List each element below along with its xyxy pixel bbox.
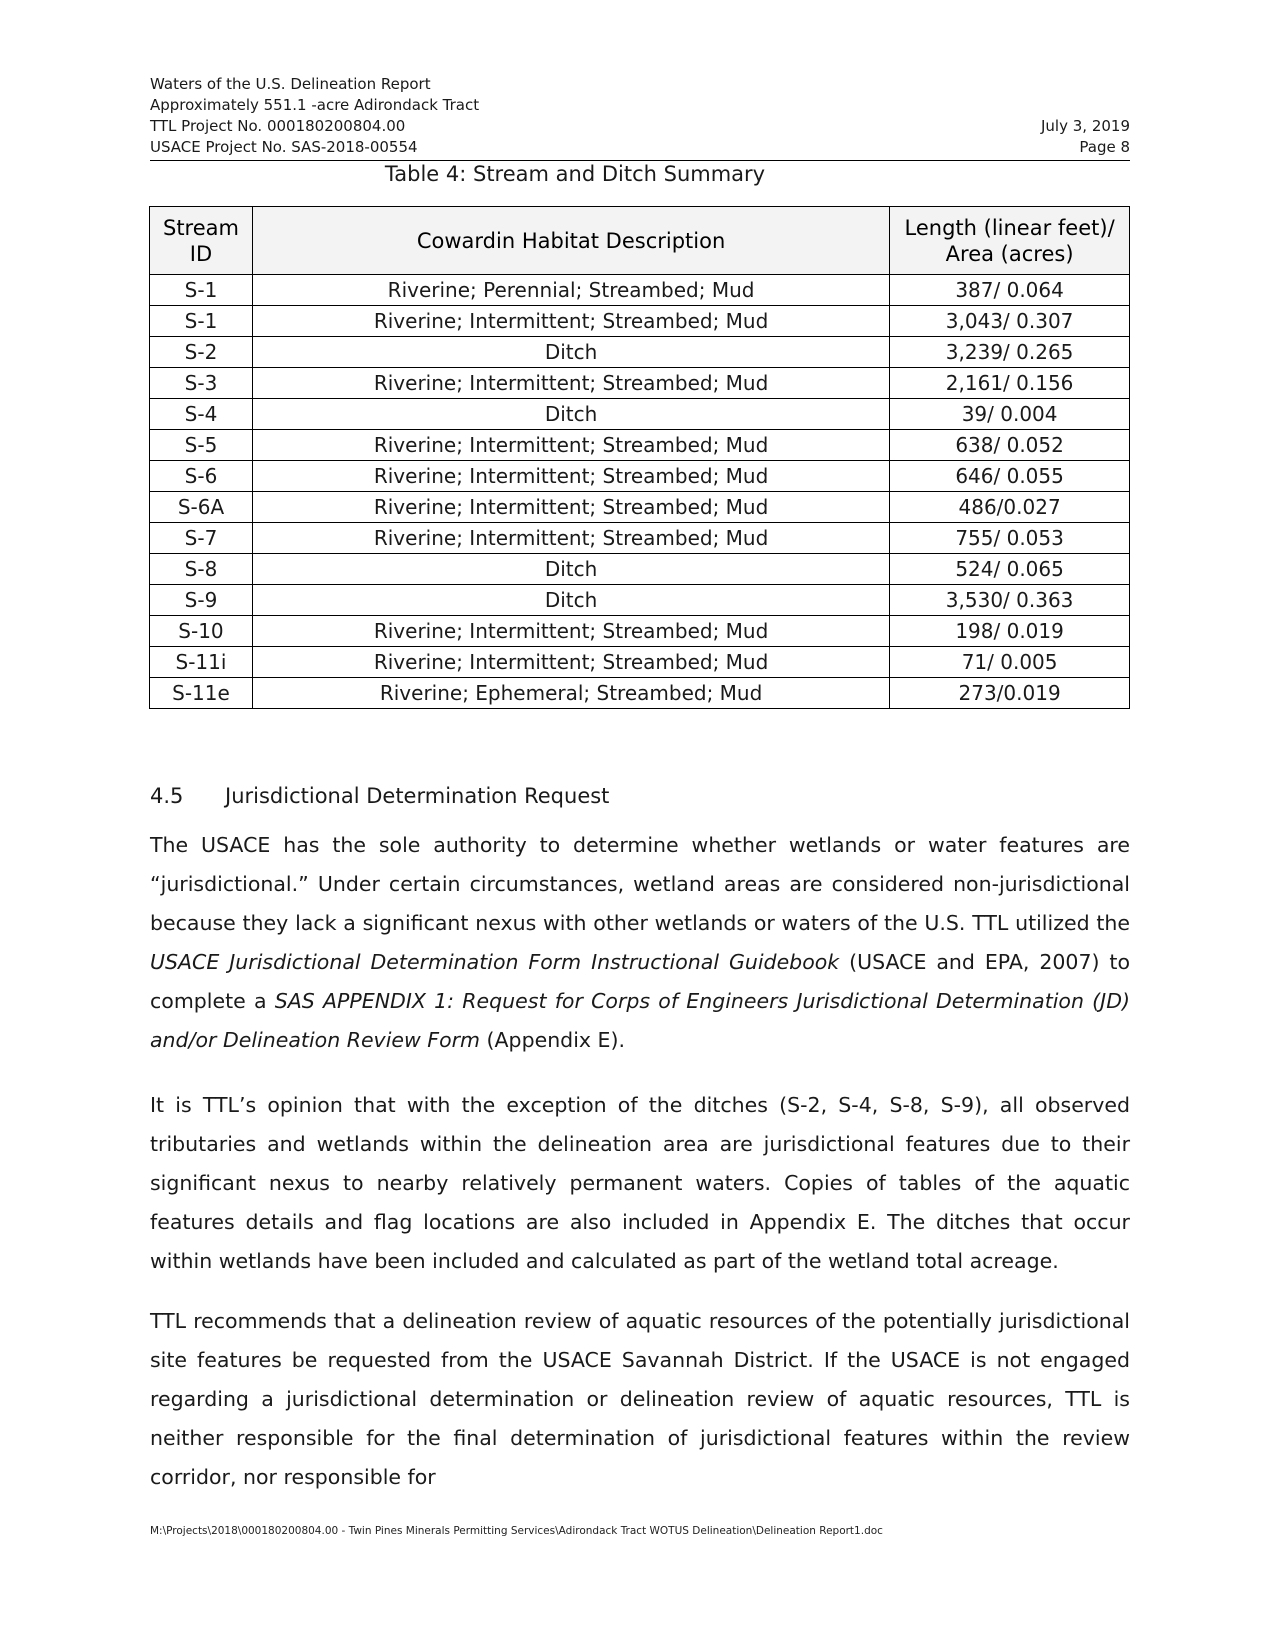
p1-text-e: (Appendix E). [480,1028,626,1052]
table-row [150,616,1130,647]
cell-stream-id: S-4 [150,399,253,430]
table-row [150,430,1130,461]
col-header-stream-id: Stream ID [150,207,253,275]
header-row-usace [150,137,1130,158]
cell-length-area: 71/ 0.005 [890,647,1130,678]
cell-length-area: 524/ 0.065 [890,554,1130,585]
cell-stream-id: S-5 [150,430,253,461]
cell-stream-id: S-7 [150,523,253,554]
cell-stream-id: S-11e [150,678,253,709]
cell-stream-id: S-11i [150,647,253,678]
cell-habitat: Riverine; Intermittent; Streambed; Mud [252,306,889,337]
cell-stream-id: S-6 [150,461,253,492]
cell-stream-id: S-2 [150,337,253,368]
cell-stream-id: S-1 [150,306,253,337]
header-date: July 3, 2019 [1041,117,1130,135]
table-row [150,461,1130,492]
section-number: 4.5 [150,784,184,808]
table-header-row [150,207,1130,275]
p1-form-title: SAS APPENDIX 1: Request for Corps of Engineers Jurisdictional Determination (JD) and/or Delineation Review Form [150,989,1130,1052]
col-header-length-area: Length (linear feet)/ Area (acres) [890,207,1130,275]
cell-length-area: 198/ 0.019 [890,616,1130,647]
table-caption [150,162,1130,186]
cell-habitat: Ditch [252,337,889,368]
header-tract: Approximately 551.1 -acre Adirondack Tract [150,96,480,114]
table-row [150,523,1130,554]
paragraph-3: TTL recommends that a delineation review of aquatic resources of the potentially jurisdictional site features be requested from the USACE Savannah District. If the USACE is not engaged regarding a jurisdictional determination or delineation review of aquatic resources, TTL is neither responsible for the final determination of jurisdictional features within the review corridor, nor responsible for [150,1309,1130,1489]
cell-habitat: Riverine; Perennial; Streambed; Mud [252,275,889,306]
paragraph-2: It is TTL’s opinion that with the exception of the ditches (S-2, S-4, S-8, S-9), all observed tributaries and wetlands within the delineation area are jurisdictional features due to their significant nexus to nearby relatively permanent waters. Copies of tables of the aquatic features details and flag locations are also included in Appendix E. The ditches that occur within wetlands have been included and calculated as part of the wetland total acreage. [150,1093,1130,1273]
cell-length-area: 755/ 0.053 [890,523,1130,554]
table-row [150,306,1130,337]
header-report-title: Waters of the U.S. Delineation Report [150,75,431,93]
page-header [150,74,1130,161]
table-row [150,554,1130,585]
cell-habitat: Riverine; Ephemeral; Streambed; Mud [252,678,889,709]
cell-length-area: 3,239/ 0.265 [890,337,1130,368]
paragraph-1 [150,826,1130,1060]
table-caption-text: Table 4: Stream and Ditch Summary [384,162,766,186]
header-ttl-project: TTL Project No. 000180200804.00 [150,117,406,135]
cell-length-area: 638/ 0.052 [890,430,1130,461]
cell-habitat: Ditch [252,399,889,430]
cell-length-area: 2,161/ 0.156 [890,368,1130,399]
table-row [150,275,1130,306]
header-row-ttl [150,116,1130,137]
section-title: Jurisdictional Determination Request [225,784,610,808]
table-row [150,399,1130,430]
cell-stream-id: S-10 [150,616,253,647]
cell-stream-id: S-1 [150,275,253,306]
cell-stream-id: S-6A [150,492,253,523]
cell-habitat: Riverine; Intermittent; Streambed; Mud [252,647,889,678]
section-heading [150,784,609,808]
header-usace-project: USACE Project No. SAS-2018-00554 [150,138,418,156]
table-row [150,585,1130,616]
p1-guidebook-title: USACE Jurisdictional Determination Form Instructional Guidebook [150,950,840,974]
cell-habitat: Riverine; Intermittent; Streambed; Mud [252,461,889,492]
cell-length-area: 486/0.027 [890,492,1130,523]
table-row [150,647,1130,678]
cell-habitat: Ditch [252,554,889,585]
cell-length-area: 3,530/ 0.363 [890,585,1130,616]
table-row [150,337,1130,368]
cell-length-area: 39/ 0.004 [890,399,1130,430]
cell-length-area: 387/ 0.064 [890,275,1130,306]
header-page-number: Page 8 [1079,138,1130,156]
cell-habitat: Ditch [252,585,889,616]
footer-file-path: M:\Projects\2018\000180200804.00 - Twin Pines Minerals Permitting Services\Adirondack Tract WOTUS Delineation\Delineation Report1.doc [150,1525,883,1537]
cell-length-area: 646/ 0.055 [890,461,1130,492]
p1-text-c: (USACE and EPA, 2007) to complete a [150,950,1130,1013]
cell-stream-id: S-8 [150,554,253,585]
cell-habitat: Riverine; Intermittent; Streambed; Mud [252,523,889,554]
stream-ditch-table [149,206,1130,709]
table-row [150,492,1130,523]
cell-habitat: Riverine; Intermittent; Streambed; Mud [252,368,889,399]
cell-length-area: 3,043/ 0.307 [890,306,1130,337]
col-header-habitat: Cowardin Habitat Description [252,207,889,275]
cell-stream-id: S-3 [150,368,253,399]
table-row [150,368,1130,399]
cell-habitat: Riverine; Intermittent; Streambed; Mud [252,492,889,523]
cell-habitat: Riverine; Intermittent; Streambed; Mud [252,616,889,647]
cell-habitat: Riverine; Intermittent; Streambed; Mud [252,430,889,461]
p1-text-a: The USACE has the sole authority to determine whether wetlands or water features are “jurisdictional.” Under certain circumstances, wetland areas are considered non-jurisdictional because they lack a significant nexus with other wetlands or waters of the U.S. TTL utilized the [150,833,1130,935]
table-body [150,275,1130,709]
cell-stream-id: S-9 [150,585,253,616]
cell-length-area: 273/0.019 [890,678,1130,709]
table-row [150,678,1130,709]
